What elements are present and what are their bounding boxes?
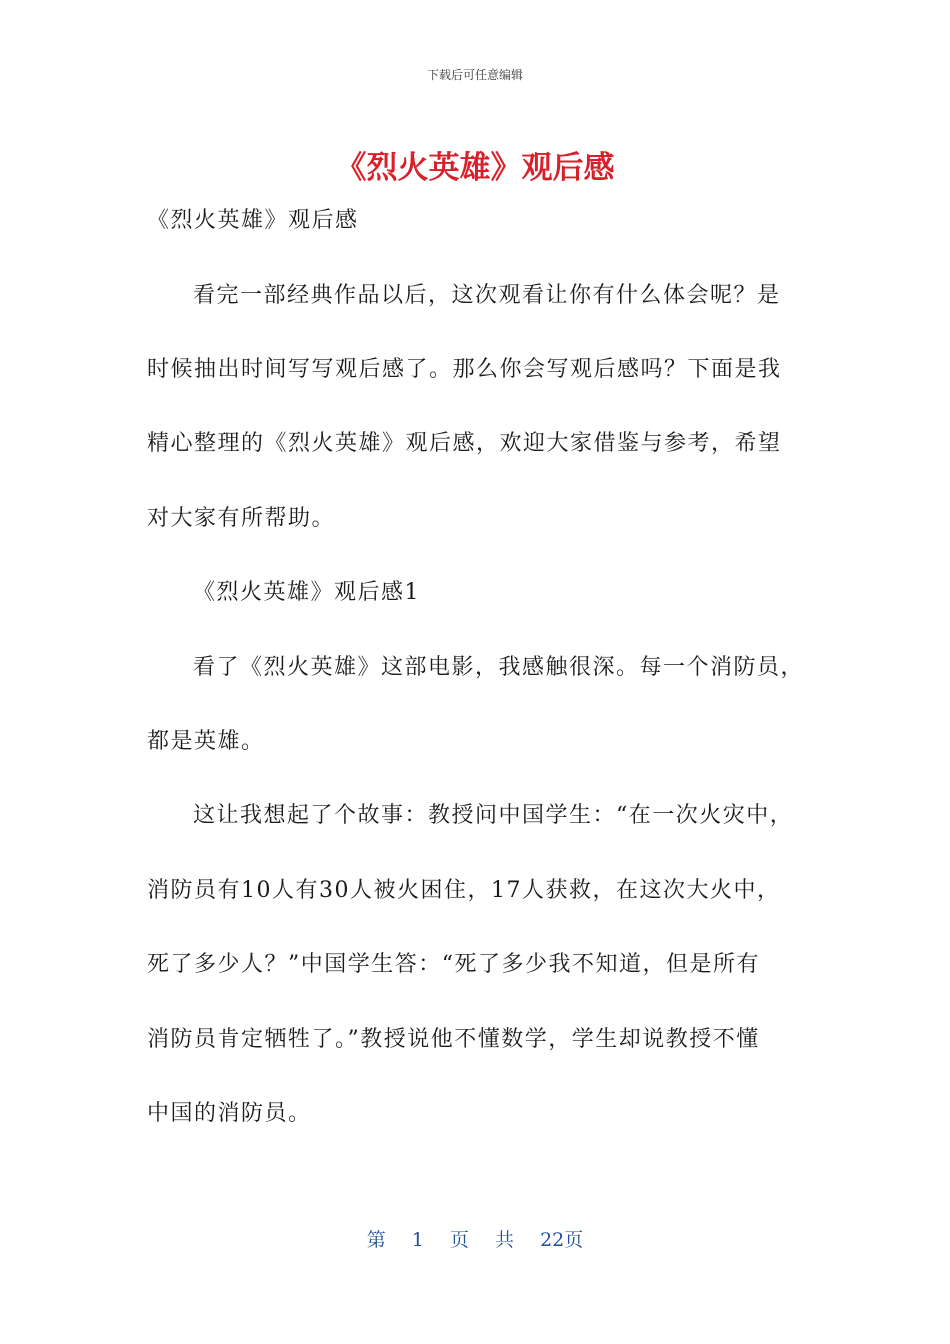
body-line: 这让我想起了个故事：教授问中国学生：“在一次火灾中， — [193, 803, 794, 828]
body-line: 时候抽出时间写写观后感了。那么你会写观后感吗？下面是我 — [147, 357, 782, 382]
page-footer — [0, 1225, 950, 1252]
section-heading: 《烈火英雄》观后感1 — [193, 580, 420, 605]
footer-total-pages: 22页 — [540, 1229, 584, 1251]
footer-total-prefix: 共 — [495, 1229, 515, 1251]
document-title: 《烈火英雄》观后感 — [335, 150, 615, 186]
footer-page-mid: 页 — [449, 1229, 469, 1251]
body-line: 看了《烈火英雄》这部电影，我感触很深。每一个消防员， — [193, 655, 805, 680]
body-line: 消防员有10人有30人被火困住，17人获救，在这次大火中， — [147, 878, 781, 903]
body-line: 对大家有所帮助。 — [147, 506, 336, 531]
body-line: 都是英雄。 — [147, 729, 265, 754]
body-line: 精心整理的《烈火英雄》观后感，欢迎大家借鉴与参考，希望 — [147, 431, 782, 456]
download-note: 下载后可任意编辑 — [426, 68, 523, 82]
footer-page-prefix: 第 — [366, 1229, 386, 1251]
footer-page-number: 1 — [411, 1229, 424, 1251]
body-line: 《烈火英雄》观后感 — [147, 208, 359, 233]
body-line: 看完一部经典作品以后，这次观看让你有什么体会呢？是 — [193, 283, 781, 308]
body-line: 死了多少人？”中国学生答：“死了多少我不知道，但是所有 — [147, 952, 760, 977]
body-line: 中国的消防员。 — [147, 1101, 312, 1126]
body-line: 消防员肯定牺牲了。”教授说他不懂数学，学生却说教授不懂 — [147, 1027, 760, 1052]
